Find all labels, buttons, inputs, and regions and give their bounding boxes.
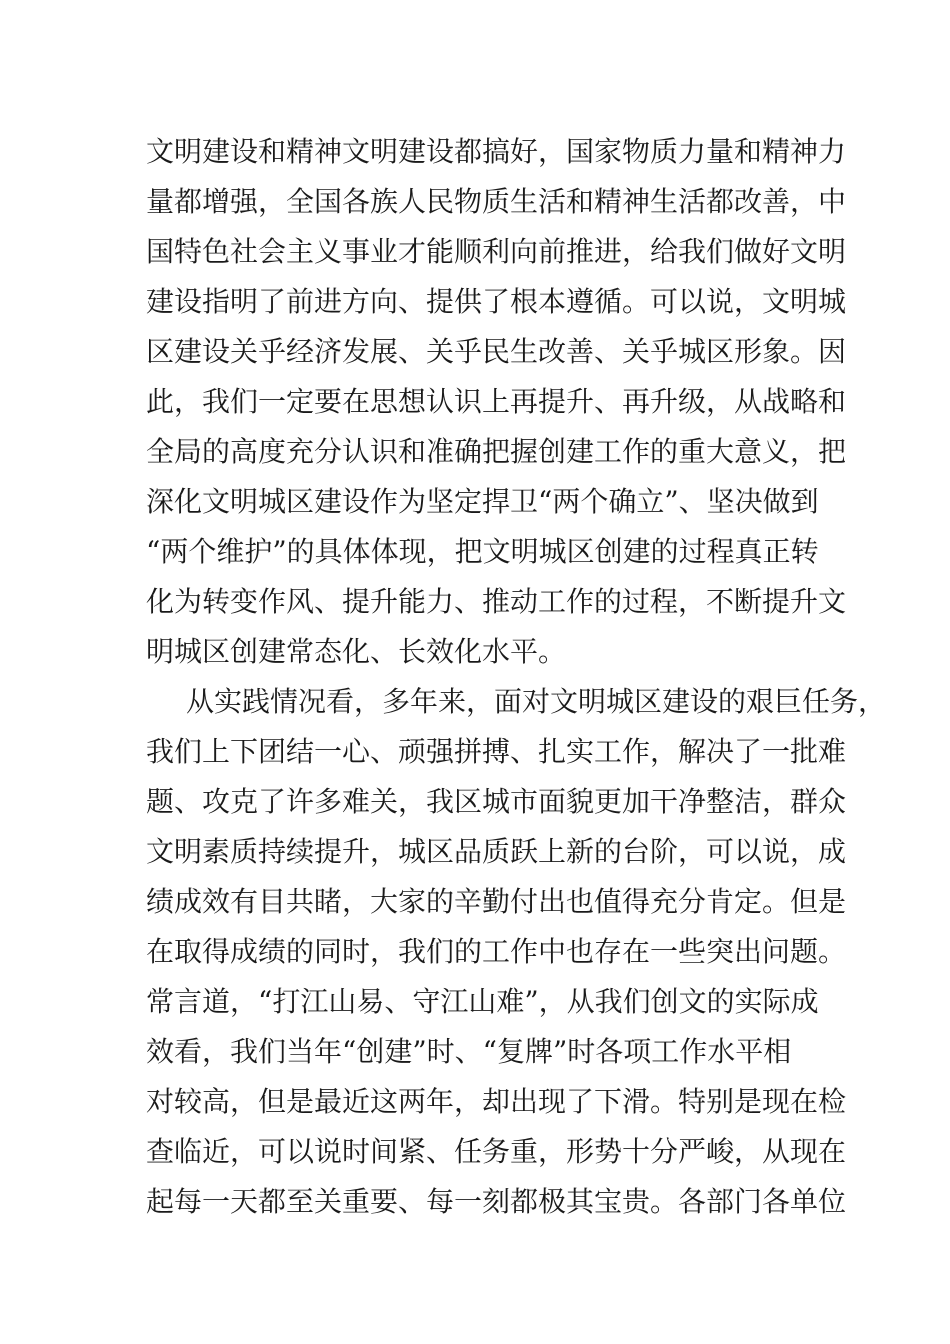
text-line: 在取得成绩的同时，我们的工作中也存在一些突出问题。 xyxy=(146,935,847,968)
text-line: 文明建设和精神文明建设都搞好，国家物质力量和精神力 xyxy=(146,135,847,168)
text-line: 此，我们一定要在思想认识上再提升、再升级，从战略和 xyxy=(146,385,847,418)
text-line: 我们上下团结一心、顽强拼搏、扎实工作，解决了一批难 xyxy=(146,735,847,768)
text-line: 绩成效有目共睹，大家的辛勤付出也值得充分肯定。但是 xyxy=(146,885,847,918)
text-line: 全局的高度充分认识和准确把握创建工作的重大意义，把 xyxy=(146,435,847,468)
text-line: 建设指明了前进方向、提供了根本遵循。可以说，文明城 xyxy=(146,285,847,318)
text-line: 效看，我们当年“创建”时、“复牌”时各项工作水平相 xyxy=(146,1035,792,1068)
text-line: 查临近，可以说时间紧、任务重，形势十分严峻，从现在 xyxy=(146,1135,847,1168)
text-line: 常言道，“打江山易、守江山难”，从我们创文的实际成 xyxy=(146,985,819,1018)
paragraph-first-line: 从实践情况看，多年来，面对文明城区建设的艰巨任务， xyxy=(186,685,887,718)
text-line: 区建设关乎经济发展、关乎民生改善、关乎城区形象。因 xyxy=(146,335,847,368)
text-line: 题、攻克了许多难关，我区城市面貌更加干净整洁，群众 xyxy=(146,785,847,818)
text-line: 国特色社会主义事业才能顺利向前推进，给我们做好文明 xyxy=(146,235,847,268)
text-line: 对较高，但是最近这两年，却出现了下滑。特别是现在检 xyxy=(146,1085,847,1118)
text-line: 量都增强，全国各族人民物质生活和精神生活都改善，中 xyxy=(146,185,847,218)
text-line: 深化文明城区建设作为坚定捍卫“两个确立”、坚决做到 xyxy=(146,485,819,518)
text-line: 化为转变作风、提升能力、推动工作的过程，不断提升文 xyxy=(146,585,847,618)
text-line: 明城区创建常态化、长效化水平。 xyxy=(146,635,567,668)
text-line: “两个维护”的具体体现，把文明城区创建的过程真正转 xyxy=(146,535,819,568)
text-line: 起每一天都至关重要、每一刻都极其宝贵。各部门各单位 xyxy=(146,1185,847,1218)
text-line: 文明素质持续提升，城区品质跃上新的台阶，可以说，成 xyxy=(146,835,847,868)
